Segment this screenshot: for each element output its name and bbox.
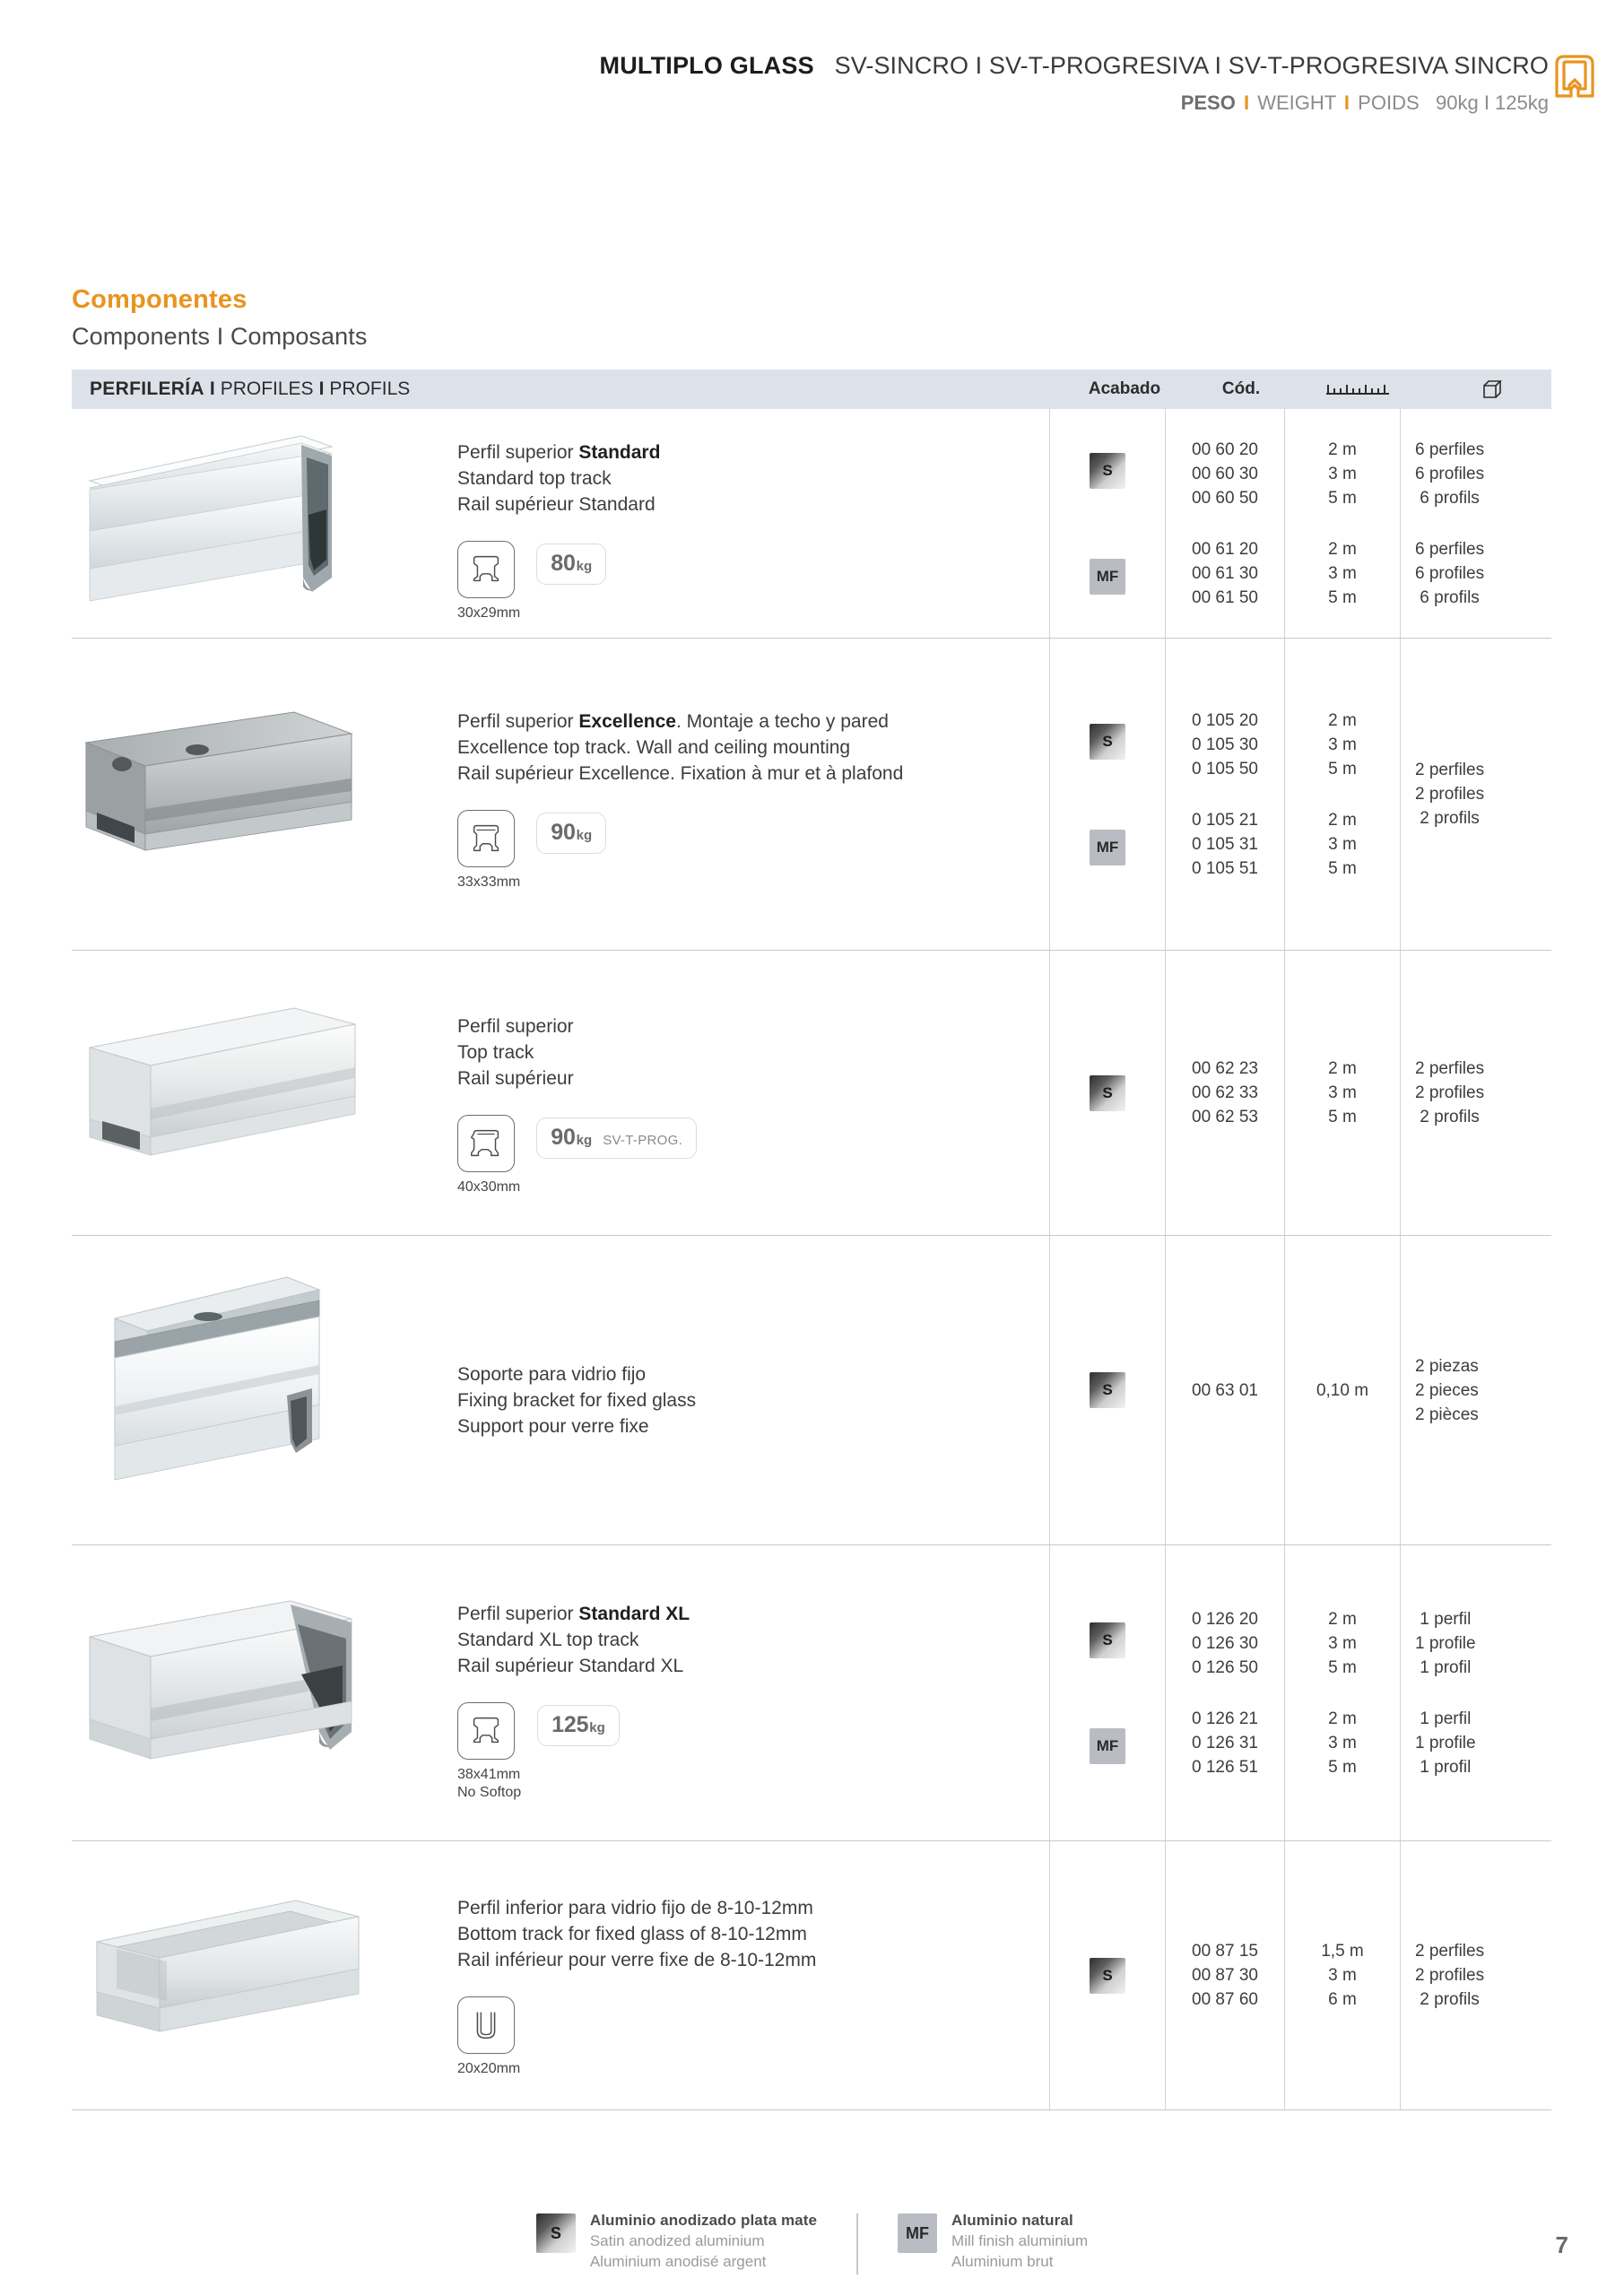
length-cell bbox=[1284, 951, 1400, 1235]
finish-chip-mf[interactable]: MF bbox=[1090, 830, 1125, 865]
weight-value: 90 bbox=[551, 1125, 576, 1150]
section-subtitle: Components I Composants bbox=[72, 323, 368, 350]
cross-section-block bbox=[457, 1996, 520, 2078]
description-fr: Support pour verre fixe bbox=[457, 1416, 649, 1437]
description-es: Perfil superior bbox=[457, 1016, 574, 1037]
quantity-value: 2 perfiles bbox=[1415, 761, 1485, 779]
length-value: 0,10 m bbox=[1316, 1380, 1369, 1400]
description-text bbox=[457, 1361, 1049, 1439]
description-es: Soporte para vidrio fijo bbox=[457, 1364, 647, 1385]
ruler-icon bbox=[1324, 381, 1391, 397]
weight-label-en: WEIGHT bbox=[1257, 91, 1336, 114]
code-value: 0 126 51 bbox=[1192, 1757, 1258, 1777]
finish-chip-s[interactable]: S bbox=[1090, 1075, 1125, 1111]
length-group bbox=[1328, 1057, 1357, 1129]
description-en: Standard XL top track bbox=[457, 1630, 639, 1650]
standard-xl-profile-section-icon bbox=[457, 1702, 515, 1760]
description-en: Top track bbox=[457, 1042, 534, 1063]
length-value: 3 m bbox=[1328, 1083, 1357, 1102]
length-group bbox=[1321, 1939, 1364, 2012]
product-meta bbox=[457, 541, 1049, 622]
quantity-value: 2 profils bbox=[1420, 1108, 1480, 1126]
length-group bbox=[1328, 438, 1357, 510]
quantity-value: 1 perfil bbox=[1420, 1709, 1472, 1728]
product-photo-cell bbox=[72, 409, 457, 638]
length-value: 3 m bbox=[1328, 834, 1357, 854]
description-fr: Rail supérieur bbox=[457, 1068, 574, 1089]
quantity-cell bbox=[1400, 1841, 1569, 2109]
length-cell bbox=[1284, 1236, 1400, 1544]
code-value: 00 62 53 bbox=[1192, 1108, 1258, 1126]
quantity-value: 2 profiles bbox=[1415, 785, 1485, 804]
code-group bbox=[1192, 1057, 1258, 1129]
quantity-value: 2 profiles bbox=[1415, 1083, 1485, 1102]
quantity-value: 6 profiles bbox=[1415, 563, 1485, 583]
table-title bbox=[72, 378, 1067, 400]
table-body bbox=[72, 409, 1551, 2110]
dimension-label: 40x30mm bbox=[457, 1179, 521, 1195]
description-en: Excellence top track. Wall and ceiling mounting bbox=[457, 737, 851, 758]
fixing-bracket-photo bbox=[108, 1272, 377, 1505]
components-table bbox=[72, 370, 1551, 2110]
code-group bbox=[1192, 1607, 1258, 1680]
code-value: 0 105 20 bbox=[1192, 710, 1258, 730]
legend-item-mf bbox=[898, 2210, 1088, 2272]
weight-value: 90 bbox=[551, 820, 576, 845]
length-value: 5 m bbox=[1328, 1108, 1357, 1126]
table-row[interactable] bbox=[72, 1545, 1551, 1841]
code-value: 0 105 51 bbox=[1192, 858, 1258, 878]
length-value: 5 m bbox=[1328, 488, 1357, 508]
standard-xl-top-track-photo bbox=[84, 1597, 389, 1786]
code-value: 00 87 15 bbox=[1192, 1942, 1258, 1961]
code-value: 00 63 01 bbox=[1192, 1380, 1258, 1400]
product-photo-cell bbox=[72, 1236, 457, 1544]
finish-chip-s[interactable]: S bbox=[1090, 453, 1125, 489]
box-icon bbox=[1481, 378, 1504, 401]
length-group bbox=[1328, 537, 1357, 610]
quantity-group bbox=[1415, 1607, 1476, 1680]
code-value: 00 60 30 bbox=[1192, 464, 1258, 483]
code-cell bbox=[1165, 1841, 1284, 2109]
code-value: 0 105 31 bbox=[1192, 834, 1258, 854]
description-es: Perfil superior Standard XL bbox=[457, 1604, 690, 1624]
weight-unit: kg bbox=[576, 828, 593, 843]
bottom-track-photo bbox=[90, 1895, 395, 2057]
description-es: Perfil superior Excellence. Montaje a techo y pared bbox=[457, 711, 889, 732]
length-cell bbox=[1284, 1545, 1400, 1840]
header-title-line bbox=[0, 52, 1549, 80]
code-value: 0 105 21 bbox=[1192, 810, 1258, 830]
quantity-cell bbox=[1400, 951, 1569, 1235]
length-value: 5 m bbox=[1328, 858, 1357, 878]
cross-section-block bbox=[457, 1115, 520, 1196]
excellence-profile-section-icon bbox=[457, 810, 515, 867]
product-photo-cell bbox=[72, 951, 457, 1235]
length-value: 3 m bbox=[1328, 1733, 1357, 1752]
length-value: 2 m bbox=[1328, 710, 1357, 730]
description-es: Perfil superior Standard bbox=[457, 442, 661, 463]
excellence-top-track-photo bbox=[83, 709, 387, 870]
length-value: 2 m bbox=[1328, 810, 1357, 830]
table-row[interactable] bbox=[72, 951, 1551, 1236]
quantity-value: 1 profil bbox=[1420, 1657, 1472, 1677]
legend-line-es: Aluminio natural bbox=[951, 2212, 1073, 2229]
description-en: Fixing bracket for fixed glass bbox=[457, 1390, 697, 1411]
code-value: 0 126 21 bbox=[1192, 1709, 1258, 1728]
finish-slot bbox=[1090, 431, 1125, 510]
code-group bbox=[1192, 1378, 1258, 1403]
quantity-cell bbox=[1400, 409, 1569, 638]
finish-chip-s[interactable]: S bbox=[1090, 1622, 1125, 1658]
finish-chip-mf[interactable]: MF bbox=[1090, 559, 1125, 595]
section-title: Componentes bbox=[72, 285, 248, 314]
length-value: 2 m bbox=[1328, 1709, 1357, 1728]
quantity-value: 6 perfiles bbox=[1415, 439, 1485, 459]
code-cell bbox=[1165, 409, 1284, 638]
quantity-value: 1 profile bbox=[1415, 1733, 1476, 1752]
table-row[interactable] bbox=[72, 1841, 1551, 2110]
legend-line-en: Satin anodized aluminium bbox=[589, 2232, 765, 2249]
document-header bbox=[0, 52, 1624, 115]
quantity-value: 1 perfil bbox=[1420, 1609, 1472, 1629]
length-value: 3 m bbox=[1328, 1633, 1357, 1653]
brand-name: MULTIPLO GLASS bbox=[599, 52, 814, 79]
separator-icon: I bbox=[318, 378, 325, 399]
finish-slot bbox=[1090, 1075, 1125, 1111]
product-description-cell bbox=[457, 409, 1049, 638]
code-value: 00 60 50 bbox=[1192, 488, 1258, 508]
finish-chip-s: S bbox=[536, 2213, 576, 2253]
product-photo-cell bbox=[72, 1841, 457, 2109]
length-value: 5 m bbox=[1328, 1657, 1357, 1677]
code-group bbox=[1192, 537, 1258, 610]
length-value: 6 m bbox=[1328, 1990, 1357, 2009]
quantity-group bbox=[1415, 537, 1484, 610]
weight-unit: kg bbox=[576, 559, 593, 574]
finish-cell bbox=[1049, 1545, 1165, 1840]
weight-badge bbox=[536, 813, 606, 854]
length-value: 1,5 m bbox=[1321, 1942, 1364, 1961]
quantity-value: 2 piezas bbox=[1415, 1356, 1479, 1376]
length-value: 3 m bbox=[1328, 735, 1357, 754]
weight-badge bbox=[537, 1705, 620, 1746]
quantity-value: 6 profils bbox=[1420, 587, 1480, 607]
quantity-cell bbox=[1400, 1236, 1569, 1544]
code-cell bbox=[1165, 951, 1284, 1235]
quantity-value: 2 perfiles bbox=[1415, 1942, 1485, 1961]
quantity-value: 2 pieces bbox=[1415, 1380, 1479, 1400]
quantity-value: 6 profiles bbox=[1415, 464, 1485, 483]
weight-label-es: PESO bbox=[1180, 91, 1236, 114]
legend-item-s bbox=[536, 2210, 817, 2272]
legend-line-es: Aluminio anodizado plata mate bbox=[589, 2212, 818, 2229]
code-value: 00 60 20 bbox=[1192, 439, 1258, 459]
code-group bbox=[1192, 1939, 1258, 2012]
column-header-finish: Acabado bbox=[1088, 379, 1161, 398]
dimension-label: 33x33mm bbox=[457, 874, 521, 890]
length-value: 3 m bbox=[1328, 1966, 1357, 1985]
weight-values: 90kg I 125kg bbox=[1436, 91, 1549, 114]
cross-section-block bbox=[457, 810, 520, 891]
column-header-length bbox=[1300, 379, 1415, 399]
weight-badge bbox=[536, 1118, 697, 1159]
finish-chip-mf[interactable]: MF bbox=[1090, 1728, 1125, 1764]
code-group bbox=[1192, 808, 1258, 881]
table-row[interactable] bbox=[72, 639, 1551, 951]
quantity-group bbox=[1415, 1707, 1476, 1779]
quantity-group bbox=[1415, 1057, 1484, 1129]
length-value: 5 m bbox=[1328, 587, 1357, 607]
weight-badge bbox=[536, 544, 606, 585]
description-fr: Rail inférieur pour verre fixe de 8-10-12mm bbox=[457, 1950, 817, 1970]
product-photo-cell bbox=[72, 639, 457, 950]
length-value: 3 m bbox=[1328, 464, 1357, 483]
description-text bbox=[457, 1013, 1049, 1091]
table-row[interactable] bbox=[72, 1236, 1551, 1545]
length-value: 2 m bbox=[1328, 439, 1357, 459]
cross-section-block bbox=[457, 541, 520, 622]
finish-slot bbox=[1090, 1958, 1125, 1994]
finish-slot bbox=[1090, 808, 1125, 887]
code-value: 00 61 50 bbox=[1192, 587, 1258, 607]
dimension-note: No Softop bbox=[457, 1785, 522, 1800]
quantity-cell bbox=[1400, 1545, 1569, 1840]
quantity-group bbox=[1415, 1354, 1479, 1427]
length-group bbox=[1316, 1378, 1368, 1403]
quantity-group bbox=[1415, 1939, 1484, 2012]
dimension-label: 30x29mm bbox=[457, 605, 521, 621]
weight-value: 125 bbox=[551, 1712, 589, 1737]
finish-cell bbox=[1049, 639, 1165, 950]
code-cell bbox=[1165, 1545, 1284, 1840]
code-value: 00 61 30 bbox=[1192, 563, 1258, 583]
legend-line-en: Mill finish aluminium bbox=[951, 2232, 1089, 2249]
code-value: 00 62 33 bbox=[1192, 1083, 1258, 1102]
quantity-group bbox=[1415, 758, 1484, 831]
length-cell bbox=[1284, 409, 1400, 638]
length-value: 2 m bbox=[1328, 1059, 1357, 1078]
legend-text bbox=[951, 2210, 1088, 2272]
length-group bbox=[1328, 1607, 1357, 1680]
code-value: 0 105 30 bbox=[1192, 735, 1258, 754]
quantity-value: 1 profile bbox=[1415, 1633, 1476, 1653]
weight-tag: SV-T-PROG. bbox=[603, 1133, 683, 1148]
weight-value: 80 bbox=[551, 551, 576, 576]
description-text bbox=[457, 1895, 1049, 1973]
profile-outline-icon bbox=[1547, 48, 1602, 104]
finish-slot bbox=[1090, 1601, 1125, 1680]
product-photo-cell bbox=[72, 1545, 457, 1840]
code-value: 00 87 60 bbox=[1192, 1990, 1258, 2009]
description-fr: Rail supérieur Excellence. Fixation à mur et à plafond bbox=[457, 763, 904, 784]
quantity-value: 2 profils bbox=[1420, 1990, 1480, 2009]
product-description-cell bbox=[457, 1545, 1049, 1840]
legend-divider bbox=[856, 2213, 858, 2274]
table-row[interactable] bbox=[72, 409, 1551, 639]
length-cell bbox=[1284, 1841, 1400, 2109]
column-header-code: Cód. bbox=[1221, 379, 1261, 398]
product-description-cell bbox=[457, 1841, 1049, 2109]
quantity-value: 2 profils bbox=[1420, 809, 1480, 828]
separator-icon: I bbox=[1243, 91, 1250, 114]
header-weight-line bbox=[0, 91, 1549, 115]
weight-unit: kg bbox=[576, 1133, 593, 1148]
length-cell bbox=[1284, 639, 1400, 950]
finish-cell bbox=[1049, 951, 1165, 1235]
description-fr: Rail supérieur Standard XL bbox=[457, 1656, 684, 1676]
length-value: 2 m bbox=[1328, 539, 1357, 559]
code-cell bbox=[1165, 639, 1284, 950]
finish-slot bbox=[1090, 702, 1125, 781]
product-description-cell bbox=[457, 1236, 1049, 1544]
separator-icon: I bbox=[209, 378, 215, 399]
code-group bbox=[1192, 1707, 1258, 1779]
code-value: 0 105 50 bbox=[1192, 759, 1258, 778]
description-text bbox=[457, 1601, 1049, 1679]
u-channel-section-icon bbox=[457, 1996, 515, 2054]
separator-icon: I bbox=[1343, 91, 1350, 114]
code-value: 0 126 30 bbox=[1192, 1633, 1258, 1653]
column-header-quantity bbox=[1415, 378, 1569, 401]
product-meta bbox=[457, 1996, 1049, 2078]
quantity-cell bbox=[1400, 639, 1569, 950]
finish-cell bbox=[1049, 1841, 1165, 2109]
description-text bbox=[457, 439, 1049, 517]
product-description-cell bbox=[457, 639, 1049, 950]
length-value: 5 m bbox=[1328, 1757, 1357, 1777]
standard-top-track-photo bbox=[88, 434, 384, 613]
code-cell bbox=[1165, 1236, 1284, 1544]
weight-label-fr: POIDS bbox=[1358, 91, 1420, 114]
quantity-value: 2 pièces bbox=[1415, 1405, 1479, 1424]
finish-slot bbox=[1090, 1707, 1125, 1786]
code-value: 0 126 50 bbox=[1192, 1657, 1258, 1677]
table-title-es: PERFILERÍA bbox=[90, 378, 204, 399]
top-track-section-icon bbox=[457, 1115, 515, 1172]
code-value: 00 62 23 bbox=[1192, 1059, 1258, 1078]
code-group bbox=[1192, 709, 1258, 781]
finish-chip-s[interactable]: S bbox=[1090, 1958, 1125, 1994]
finish-chip-s[interactable]: S bbox=[1090, 1372, 1125, 1408]
code-group bbox=[1192, 438, 1258, 510]
length-value: 2 m bbox=[1328, 1609, 1357, 1629]
legend-line-fr: Aluminium anodisé argent bbox=[589, 2253, 767, 2270]
table-title-en: PROFILES bbox=[220, 378, 314, 399]
code-value: 00 61 20 bbox=[1192, 539, 1258, 559]
table-header-row bbox=[72, 370, 1551, 409]
quantity-value: 6 profils bbox=[1420, 488, 1480, 508]
finish-slot bbox=[1090, 537, 1125, 616]
finish-cell bbox=[1049, 1236, 1165, 1544]
finish-chip-s[interactable]: S bbox=[1090, 724, 1125, 760]
product-meta bbox=[457, 1702, 1049, 1802]
cross-section-block bbox=[457, 1702, 521, 1802]
quantity-value: 2 perfiles bbox=[1415, 1059, 1485, 1078]
finish-slot bbox=[1090, 1372, 1125, 1408]
length-value: 5 m bbox=[1328, 759, 1357, 778]
description-text bbox=[457, 709, 1049, 787]
table-title-fr: PROFILS bbox=[329, 378, 411, 399]
quantity-group bbox=[1415, 438, 1484, 510]
finish-chip-mf: MF bbox=[898, 2213, 937, 2253]
finish-cell bbox=[1049, 409, 1165, 638]
description-en: Standard top track bbox=[457, 468, 612, 489]
weight-unit: kg bbox=[589, 1720, 605, 1735]
product-meta bbox=[457, 1115, 1049, 1196]
dimension-label: 20x20mm bbox=[457, 2061, 521, 2076]
quantity-value: 6 perfiles bbox=[1415, 539, 1485, 559]
length-group bbox=[1328, 709, 1357, 781]
length-value: 3 m bbox=[1328, 563, 1357, 583]
dimension-label bbox=[457, 1766, 521, 1802]
quantity-value: 1 profil bbox=[1420, 1757, 1472, 1777]
dimension-value: 38x41mm bbox=[457, 1767, 521, 1782]
description-fr: Rail supérieur Standard bbox=[457, 494, 656, 515]
legend-text bbox=[590, 2210, 817, 2272]
top-track-photo bbox=[84, 1004, 389, 1175]
legend-line-fr: Aluminium brut bbox=[951, 2253, 1054, 2270]
finish-legend bbox=[0, 2210, 1624, 2274]
code-value: 0 126 31 bbox=[1192, 1733, 1258, 1752]
standard-profile-section-icon bbox=[457, 541, 515, 598]
product-meta bbox=[457, 810, 1049, 891]
quantity-value: 2 profiles bbox=[1415, 1966, 1485, 1985]
product-description-cell bbox=[457, 951, 1049, 1235]
model-list: SV-SINCRO I SV-T-PROGRESIVA I SV-T-PROGRESIVA SINCRO bbox=[834, 52, 1549, 79]
code-value: 00 87 30 bbox=[1192, 1966, 1258, 1985]
length-group bbox=[1328, 808, 1357, 881]
page-number: 7 bbox=[1555, 2231, 1568, 2258]
code-value: 0 126 20 bbox=[1192, 1609, 1258, 1629]
description-es: Perfil inferior para vidrio fijo de 8-10-12mm bbox=[457, 1898, 813, 1918]
description-en: Bottom track for fixed glass of 8-10-12mm bbox=[457, 1924, 807, 1944]
length-group bbox=[1328, 1707, 1357, 1779]
